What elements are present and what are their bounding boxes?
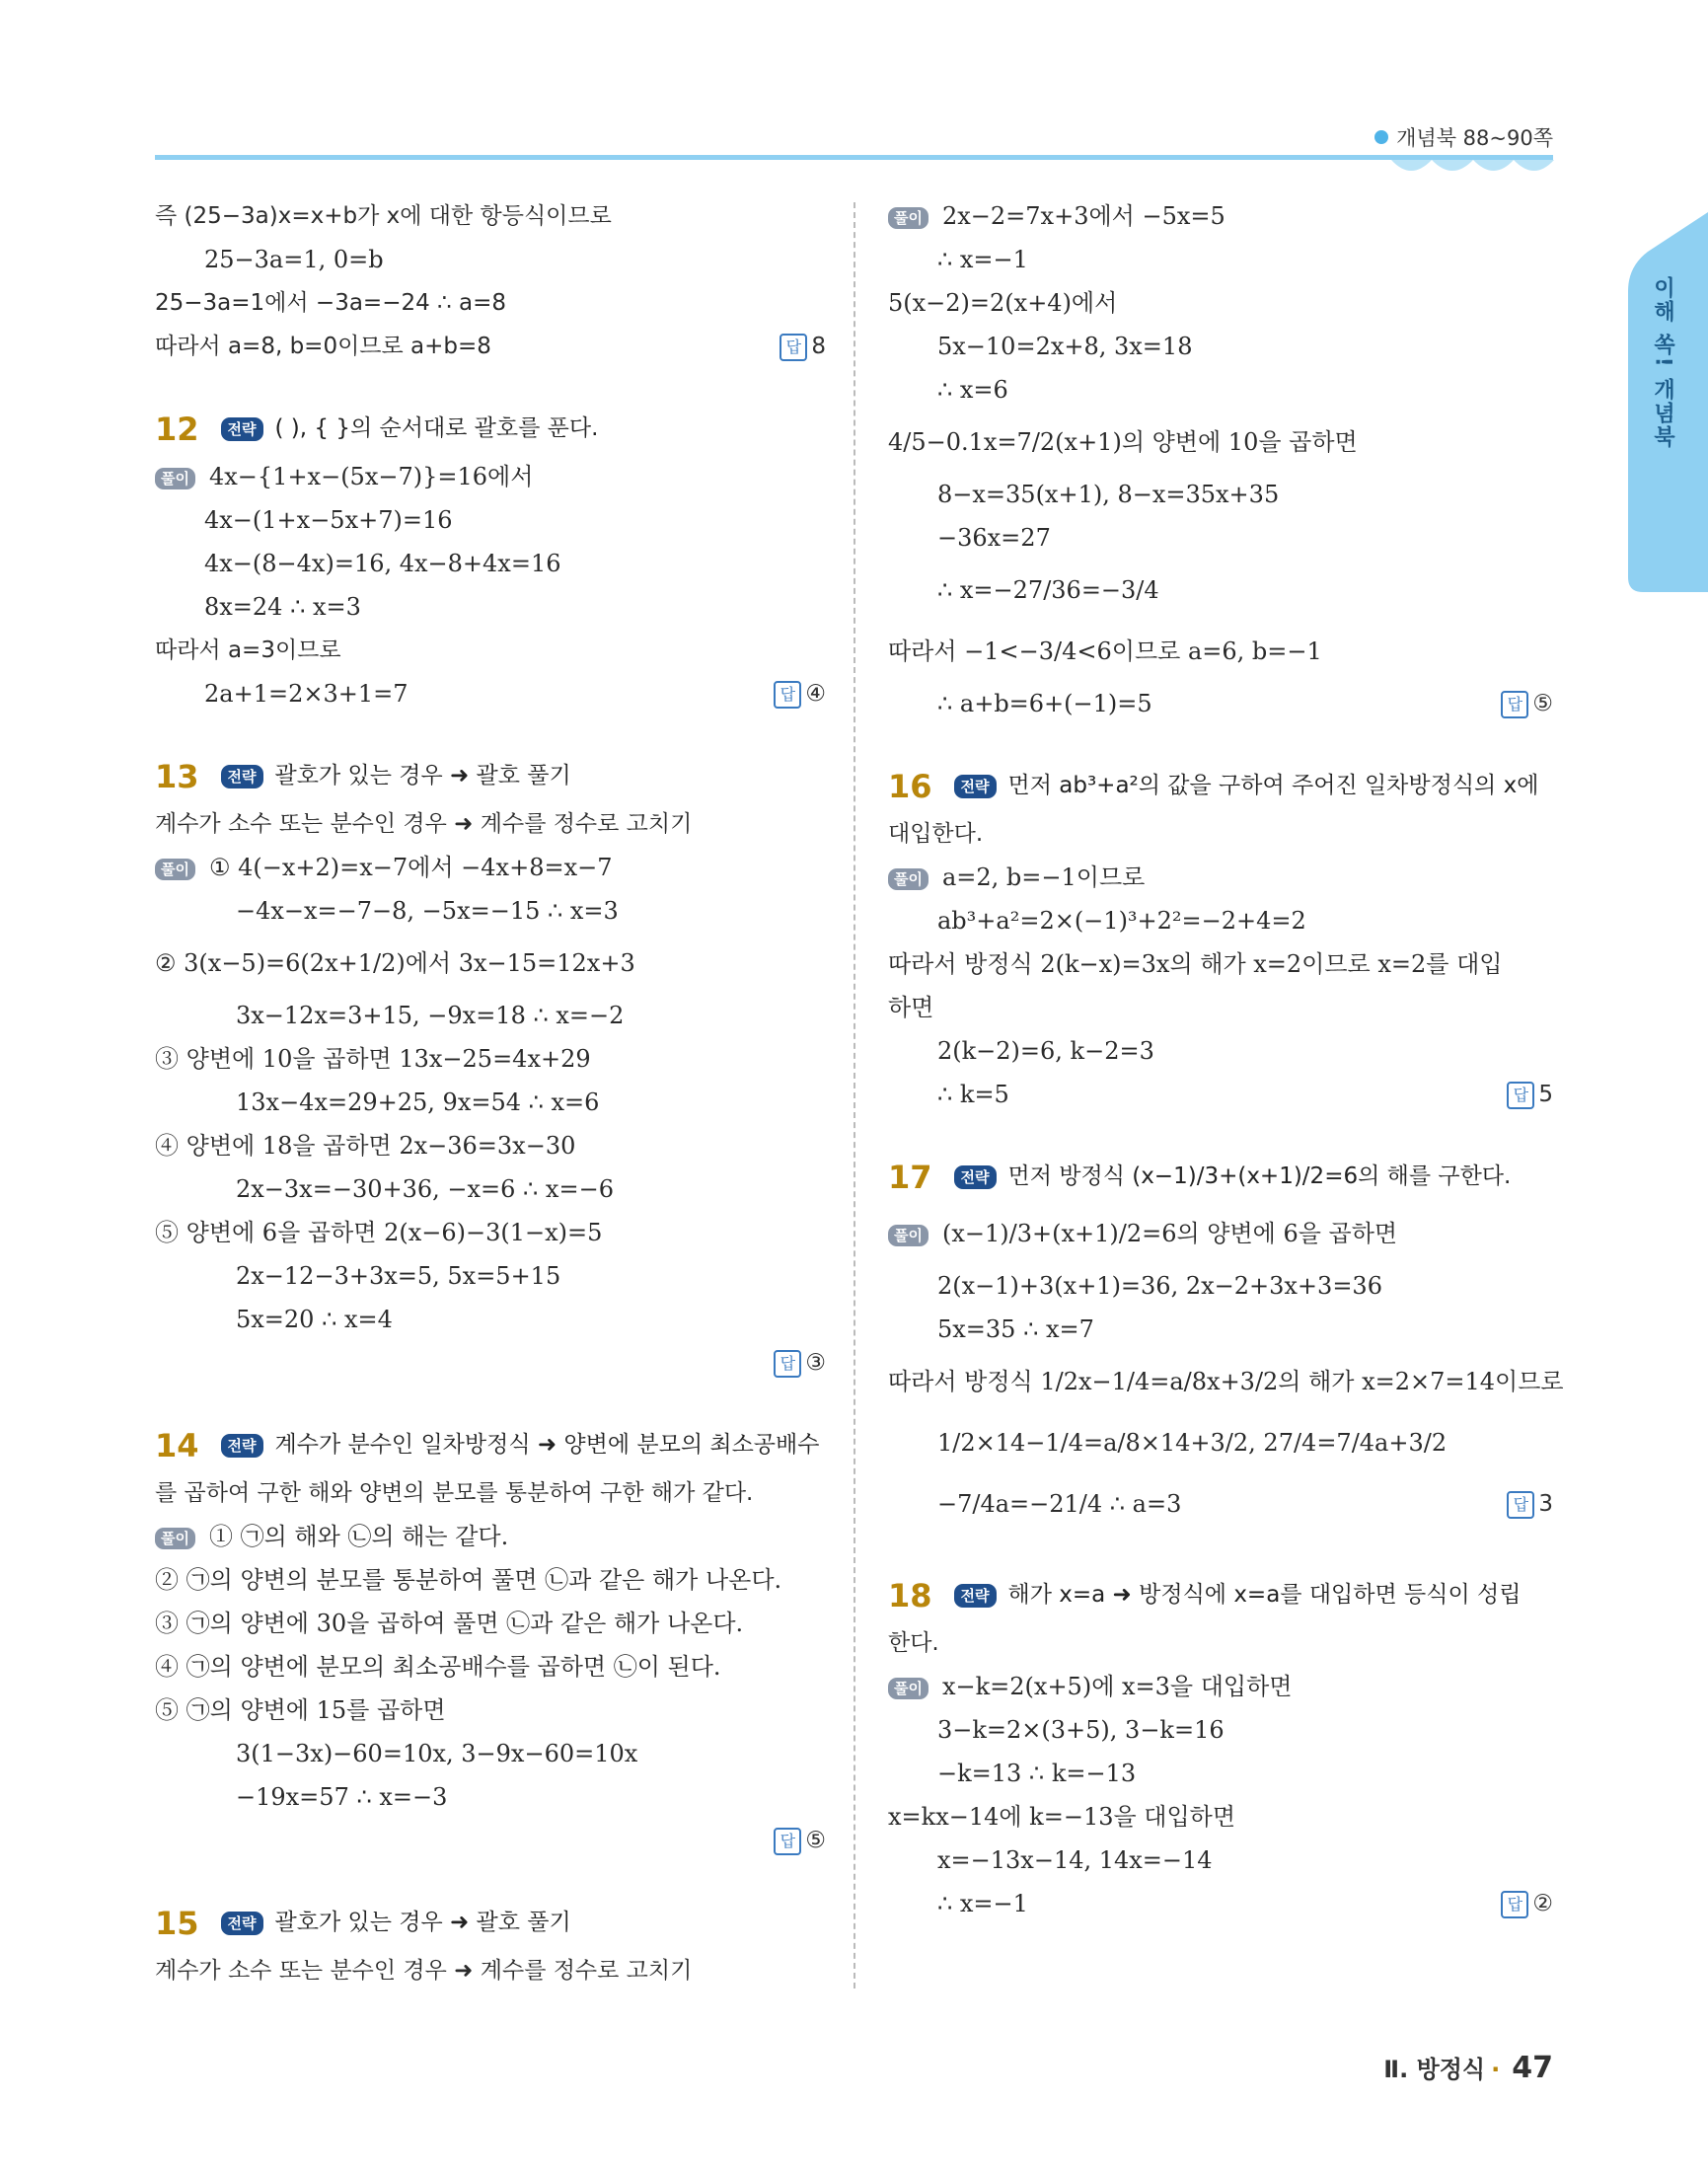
strategy-text: 계수가 분수인 일차방정식 ➜ 양변에 분모의 최소공배수 [274,1432,820,1458]
solution-badge: 풀이 [155,859,195,880]
line-text: −19x=57 ∴ x=−3 [236,1783,448,1811]
solution-line [155,455,826,498]
answer-label-icon: 답 [1501,691,1528,718]
solution-line [155,238,826,281]
answer-mark [774,1819,826,1862]
line-text: 5(x−2)=2(x+4)에서 [888,289,1118,317]
answer-value: ⑤ [1532,691,1553,716]
line-text: ∴ x=6 [937,376,1008,404]
solution-line [155,194,826,238]
right-column [888,194,1564,1925]
line-text: 25−3a=1에서 −3a=−24 ∴ a=8 [155,290,506,316]
answer-value: 3 [1538,1491,1553,1517]
solution-line [888,325,1553,368]
solution-badge: 풀이 [155,1528,195,1549]
solution-line [155,498,826,542]
strategy-text: 먼저 ab³+a²의 값을 구하여 주어진 일차방정식의 x에 [1007,773,1539,798]
solution-line [155,994,826,1037]
solution-line [155,889,826,933]
line-text: ① ㉠의 해와 ㉡의 해는 같다. [208,1523,509,1550]
solution-line [888,516,1553,560]
strategy-badge: 전략 [221,1912,263,1935]
line-text: 3(1−3x)−60=10x, 3−9x−60=10x [236,1740,638,1767]
solution-line [155,1688,826,1732]
line-text: 대입한다. [888,821,984,847]
footer-bullet: · [1491,2056,1501,2083]
line-text: 를 곱하여 구한 해와 양변의 분모를 통분하여 구한 해가 같다. [155,1480,754,1506]
solution-badge: 풀이 [888,207,928,229]
line-text: 따라서 −1<−3/4<6이므로 a=6, b=−1 [888,638,1322,665]
solution-line [155,802,826,846]
solution-line [888,899,1553,942]
column-divider [854,202,855,1988]
problem-heading [155,1418,826,1471]
answer-mark [1507,1473,1553,1535]
wave-decoration-icon [1391,160,1554,182]
line-text: −k=13 ∴ k=−13 [937,1760,1137,1787]
solution-line [155,542,826,585]
line-text: ∴ x=−1 [937,246,1028,273]
solution-line [155,846,826,889]
solution-line [888,1264,1553,1308]
solution-line [888,1073,1553,1116]
solution-line [155,1254,826,1298]
answer-value: 5 [1538,1082,1553,1107]
bullet-dot-icon [1374,130,1388,144]
strategy-badge: 전략 [221,417,263,441]
line-text: x=kx−14에 k=−13을 대입하면 [888,1803,1236,1831]
line-text: ∴ k=5 [937,1081,1009,1108]
line-text: 하면 [888,994,934,1021]
line-text: ∴ x=−27/36=−3/4 [937,576,1159,604]
answer-label-icon: 답 [774,681,801,709]
solution-line [888,1308,1553,1351]
line-text: 25−3a=1, 0=b [204,246,384,273]
line-text: ③ ㉠의 양변에 30을 곱하여 풀면 ㉡과 같은 해가 나온다. [155,1610,744,1637]
solution-line [888,942,1553,986]
solution-line [155,1645,826,1688]
solution-line [155,325,826,368]
page-footer [1383,2050,1553,2085]
solution-line [888,1752,1553,1795]
solution-line [155,1732,826,1775]
line-text: 한다. [888,1630,939,1656]
answer-mark [780,325,826,368]
strategy-badge: 전략 [954,1584,997,1608]
problem-heading [155,1896,826,1949]
problem-heading [888,759,1553,812]
solution-badge: 풀이 [888,1225,928,1246]
solution-line [155,585,826,629]
line-text: 3x−12x=3+15, −9x=18 ∴ x=−2 [236,1002,625,1029]
solution-line [888,560,1553,621]
line-text: −7/4a=−21/4 ∴ a=3 [937,1490,1182,1518]
answer-mark [774,672,826,715]
strategy-text: 괄호가 있는 경우 ➜ 괄호 풀기 [274,1910,571,1935]
solution-badge: 풀이 [155,468,195,489]
answer-label-icon: 답 [780,334,807,361]
solution-line [155,1037,826,1081]
solution-line [888,1665,1553,1708]
solution-line [888,682,1553,725]
solution-badge: 풀이 [888,1678,928,1699]
line-text: 3−k=2×(3+5), 3−k=16 [937,1716,1225,1744]
line-text: ab³+a²=2×(−1)³+2²=−2+4=2 [937,907,1306,935]
solution-line [155,629,826,672]
solution-line [155,1819,826,1862]
answer-label-icon: 답 [1507,1491,1534,1519]
line-text: 2x−12−3+3x=5, 5x=5+15 [236,1262,561,1290]
page-number: 47 [1512,2051,1553,2085]
line-text: 4x−(1+x−5x+7)=16 [204,506,453,534]
problem-heading [155,402,826,455]
solution-line [155,933,826,994]
solution-line [888,1412,1553,1473]
solution-line [155,1775,826,1819]
line-text: 2x−2=7x+3에서 −5x=5 [941,202,1225,230]
line-text: 4/5−0.1x=7/2(x+1)의 양변에 10을 곱하면 [888,428,1358,456]
solution-line [155,1211,826,1254]
solution-line [888,1795,1553,1838]
solution-line [155,1124,826,1167]
line-text: ④ 양변에 18을 곱하면 2x−36=3x−30 [155,1132,576,1160]
answer-mark [1501,1882,1553,1925]
solution-line [155,281,826,325]
solution-line [888,621,1553,682]
solution-line [155,1167,826,1211]
strategy-badge: 전략 [221,1434,263,1458]
solution-line [888,812,1553,856]
line-text: ③ 양변에 10을 곱하면 13x−25=4x+29 [155,1045,591,1073]
line-text: 5x−10=2x+8, 3x=18 [937,333,1193,360]
problem-number: 17 [888,1158,932,1196]
solution-line [155,1949,826,1992]
solution-line [888,1882,1553,1925]
solution-line [888,1203,1553,1264]
solution-line [888,1838,1553,1882]
line-text: 즉 (25−3a)x=x+b가 x에 대한 항등식이므로 [155,203,612,229]
chapter-title: Ⅱ. 방정식 [1383,2056,1486,2083]
solution-line [155,1558,826,1602]
solution-line [155,1602,826,1645]
solution-line [155,1081,826,1124]
line-text: 5x=20 ∴ x=4 [236,1306,393,1333]
line-text: 계수가 소수 또는 분수인 경우 ➜ 계수를 정수로 고치기 [155,1958,693,1984]
line-text: 따라서 방정식 1/2x−1/4=a/8x+3/2의 해가 x=2×7=14이므로 [888,1368,1564,1395]
strategy-badge: 전략 [954,775,997,798]
problem-heading [888,1568,1553,1621]
line-text: ② ㉠의 양변의 분모를 통분하여 풀면 ㉡과 같은 해가 나온다. [155,1566,782,1594]
line-text: ∴ x=−1 [937,1890,1028,1917]
line-text: ① 4(−x+2)=x−7에서 −4x+8=x−7 [208,854,613,881]
strategy-text: 먼저 방정식 (x−1)/3+(x+1)/2=6의 해를 구한다. [1007,1163,1512,1189]
solution-line [155,1341,826,1385]
strategy-badge: 전략 [954,1165,997,1189]
line-text: 계수가 소수 또는 분수인 경우 ➜ 계수를 정수로 고치기 [155,811,693,837]
line-text: x=−13x−14, 14x=−14 [937,1846,1213,1874]
header-rule [155,155,1553,160]
answer-mark [1501,682,1553,725]
answer-value: 8 [811,334,826,359]
solution-line [888,1708,1553,1752]
answer-value: ③ [805,1350,826,1376]
line-text: (x−1)/3+(x+1)/2=6의 양변에 6을 곱하면 [941,1220,1398,1247]
problem-number: 16 [888,767,932,805]
solution-line [888,281,1553,325]
strategy-badge: 전략 [221,765,263,788]
solution-line [155,672,826,715]
solution-line [155,1471,826,1515]
answer-value: ② [1532,1891,1553,1916]
line-text: 2a+1=2×3+1=7 [204,680,408,708]
left-column [155,194,826,1992]
solution-line [155,1515,826,1558]
line-text: 따라서 a=8, b=0이므로 a+b=8 [155,334,491,359]
line-text: 2(k−2)=6, k−2=3 [937,1037,1154,1065]
problem-number: 13 [155,757,199,795]
problem-number: 18 [888,1576,932,1614]
answer-label-icon: 답 [774,1350,801,1378]
line-text: 따라서 방정식 2(k−x)=3x의 해가 x=2이므로 x=2를 대입 [888,950,1503,978]
line-text: 2x−3x=−30+36, −x=6 ∴ x=−6 [236,1175,614,1203]
problem-number: 12 [155,410,199,448]
line-text: ② 3(x−5)=6(2x+1/2)에서 3x−15=12x+3 [155,949,635,977]
problem-heading [888,1150,1553,1203]
solution-line [888,1621,1553,1665]
line-text: ∴ a+b=6+(−1)=5 [937,690,1152,717]
solution-line [888,238,1553,281]
answer-label-icon: 답 [1501,1891,1528,1918]
line-text: 4x−{1+x−(5x−7)}=16에서 [208,463,534,490]
answer-label-icon: 답 [774,1828,801,1855]
answer-value: ⑤ [805,1828,826,1853]
strategy-text: ( ), { }의 순서대로 괄호를 푼다. [274,415,599,441]
line-text: ⑤ 양변에 6을 곱하면 2(x−6)−3(1−x)=5 [155,1219,603,1246]
line-text: 1/2×14−1/4=a/8×14+3/2, 27/4=7/4a+3/2 [937,1429,1448,1457]
answer-mark [774,1341,826,1385]
concept-book-page-reference: 개념북 88~90쪽 [1374,122,1553,152]
line-text: 13x−4x=29+25, 9x=54 ∴ x=6 [236,1088,600,1116]
solution-line [155,1298,826,1341]
line-text: 8x=24 ∴ x=3 [204,593,361,621]
strategy-text: 괄호가 있는 경우 ➜ 괄호 풀기 [274,763,571,788]
line-text: x−k=2(x+5)에 x=3을 대입하면 [941,1673,1293,1700]
problem-heading [155,749,826,802]
line-text: a=2, b=−1이므로 [941,863,1146,891]
solution-line [888,412,1553,473]
line-text: −4x−x=−7−8, −5x=−15 ∴ x=3 [236,897,619,925]
line-text: ⑤ ㉠의 양변에 15를 곱하면 [155,1696,446,1724]
solution-line [888,1029,1553,1073]
problem-number: 14 [155,1426,199,1464]
line-text: 5x=35 ∴ x=7 [937,1315,1094,1343]
line-text: 8−x=35(x+1), 8−x=35x+35 [937,481,1280,508]
strategy-text: 해가 x=a ➜ 방정식에 x=a를 대입하면 등식이 성립 [1007,1582,1522,1608]
solution-line [888,1351,1564,1412]
line-text: −36x=27 [937,524,1051,552]
line-text: 따라서 a=3이므로 [155,638,341,663]
answer-mark [1507,1073,1553,1116]
side-tab-label: 이해 쏙! 개념북 [1650,276,1675,450]
line-text: 2(x−1)+3(x+1)=36, 2x−2+3x+3=36 [937,1272,1382,1300]
solution-line [888,368,1553,412]
solution-line [888,856,1553,899]
problem-number: 15 [155,1904,199,1942]
solution-line [888,1473,1553,1535]
line-text: 4x−(8−4x)=16, 4x−8+4x=16 [204,550,561,577]
answer-value: ④ [805,681,826,707]
solution-line [888,986,1553,1029]
solution-line [888,473,1553,516]
answer-label-icon: 답 [1507,1082,1534,1109]
solution-badge: 풀이 [888,868,928,890]
solution-line [888,194,1553,238]
line-text: ④ ㉠의 양변에 분모의 최소공배수를 곱하면 ㉡이 된다. [155,1653,721,1681]
